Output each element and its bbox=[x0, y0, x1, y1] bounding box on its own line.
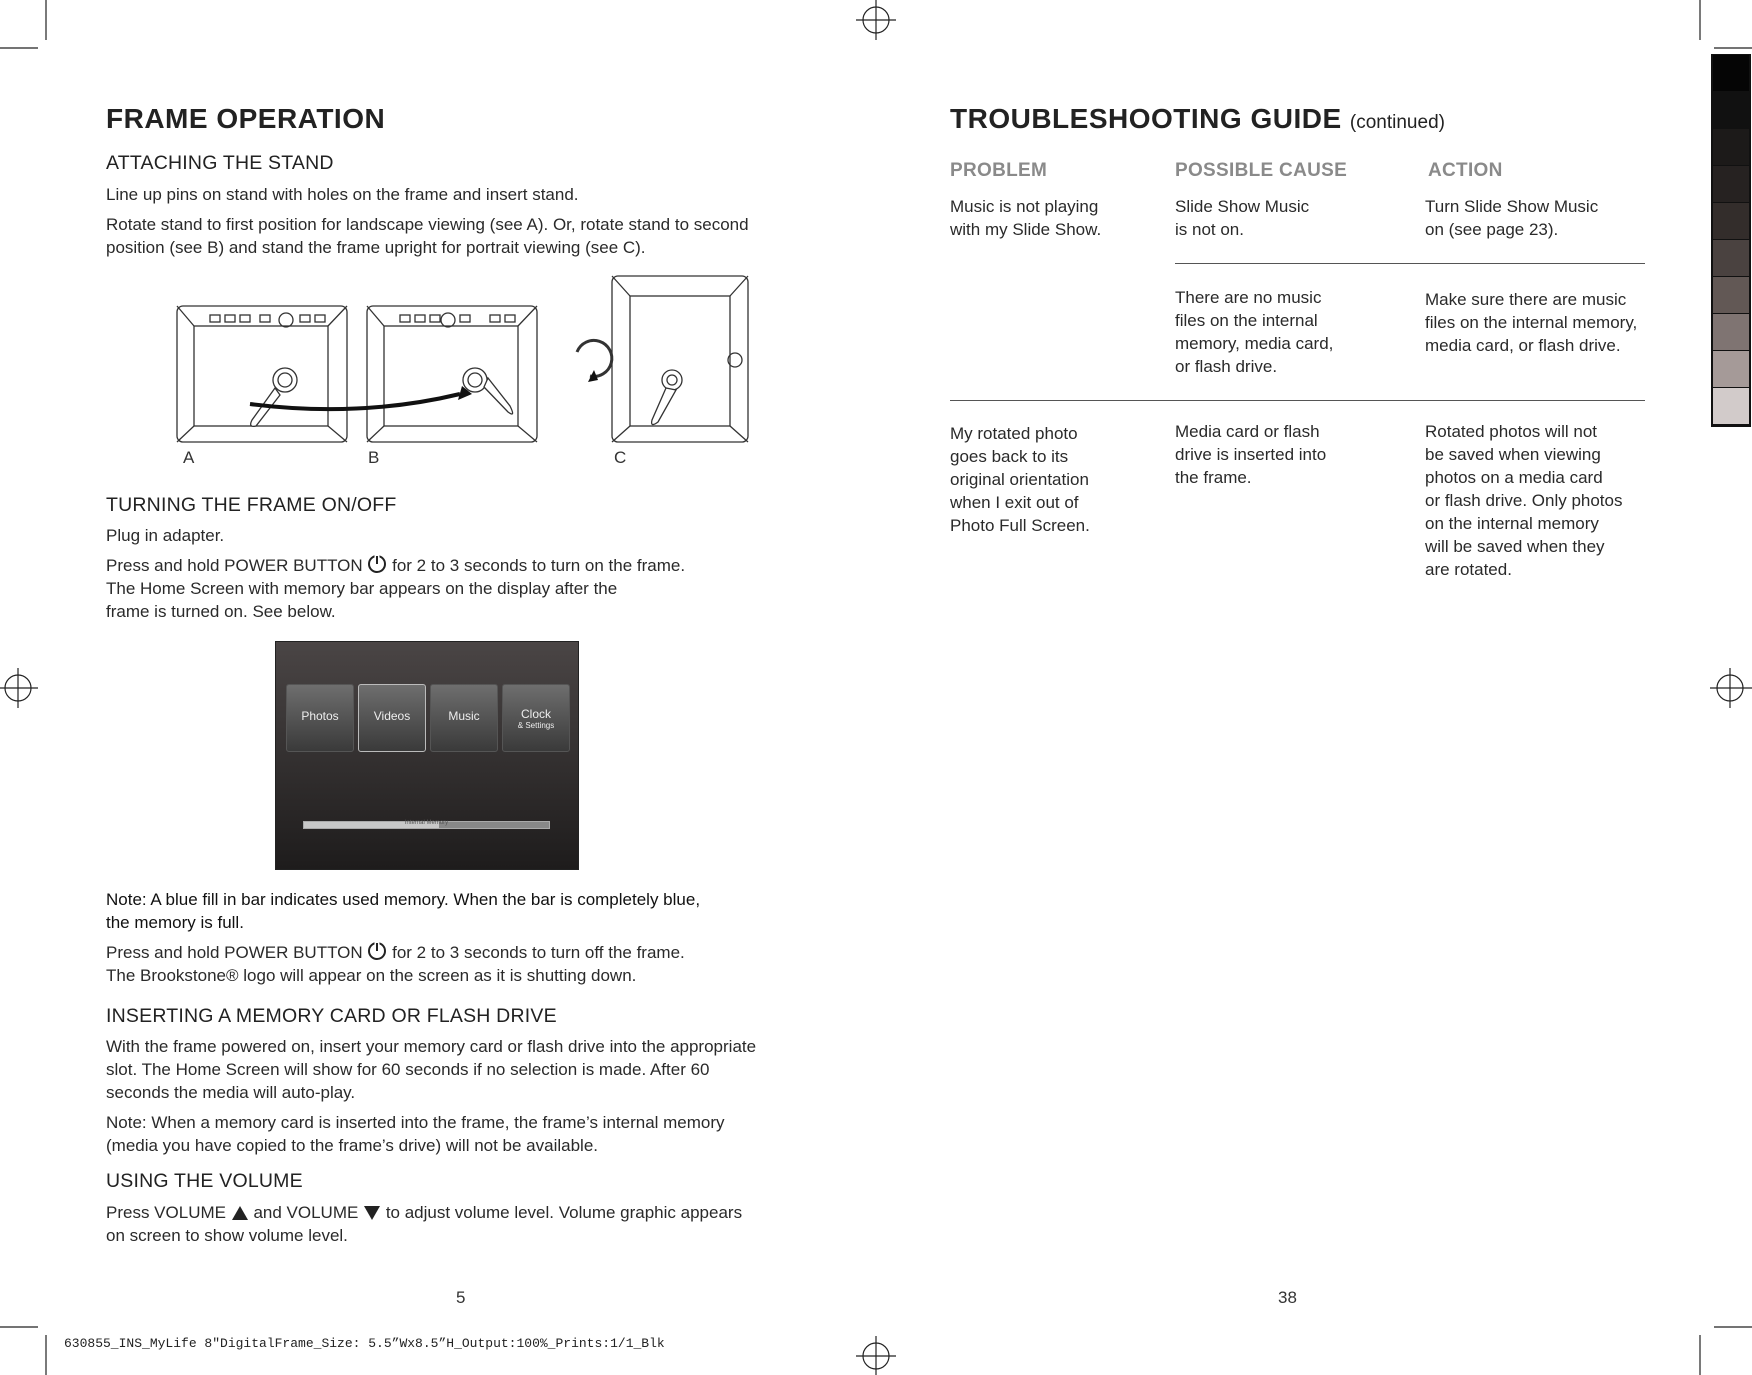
note-text-2: the memory is full. bbox=[106, 913, 244, 932]
volume-text-2: on screen to show volume level. bbox=[106, 1226, 348, 1245]
stand-figure bbox=[170, 270, 760, 467]
turning-text-3: The Home Screen with memory bar appears on the display after the bbox=[106, 579, 618, 598]
tile-clock: Clock & Settings bbox=[502, 684, 570, 752]
gray-swatch bbox=[1713, 55, 1749, 91]
gray-swatch bbox=[1713, 314, 1749, 350]
inserting-text-4: Note: When a memory card is inserted into the frame, the frame’s internal memory bbox=[106, 1113, 725, 1132]
attaching-text-2a: Rotate stand to first position for landscape viewing (see A). Or, rotate stand to second bbox=[106, 215, 749, 234]
row2-action: Make sure there are music files on the internal memory, media card, or flash drive. bbox=[1425, 290, 1638, 355]
attaching-text-2b: position (see B) and stand the frame upright for portrait viewing (see C). bbox=[106, 238, 646, 257]
row-divider bbox=[1175, 263, 1645, 264]
title-suffix: (continued) bbox=[1349, 112, 1445, 133]
gray-swatch bbox=[1713, 277, 1749, 313]
gray-swatch bbox=[1713, 203, 1749, 239]
turning-heading: TURNING THE FRAME ON/OFF bbox=[106, 494, 397, 516]
inserting-text-1: With the frame powered on, insert your memory card or flash drive into the appropriate bbox=[106, 1037, 757, 1056]
turning-text-2: Press and hold POWER BUTTON for 2 to 3 seconds to turn on the frame. bbox=[106, 556, 686, 575]
volume-heading: USING THE VOLUME bbox=[106, 1170, 303, 1192]
col-header-problem: PROBLEM bbox=[950, 160, 1048, 181]
memory-bar bbox=[303, 821, 550, 829]
row1-cause: Slide Show Music is not on. bbox=[1175, 197, 1310, 239]
gray-swatch bbox=[1713, 92, 1749, 128]
col-header-action: ACTION bbox=[1428, 160, 1503, 181]
turning-text-4: frame is turned on. See below. bbox=[106, 602, 336, 621]
volume-down-icon bbox=[363, 1204, 381, 1221]
row1-problem: Music is not playing with my Slide Show. bbox=[950, 197, 1102, 239]
volume-text-1: Press VOLUME and VOLUME to adjust volume level. Volume graphic appears bbox=[106, 1203, 743, 1222]
turning-text-5: Press and hold POWER BUTTON for 2 to 3 seconds to turn off the frame. bbox=[106, 943, 685, 962]
volume-up-icon bbox=[231, 1204, 249, 1221]
note-text-1: Note: A blue fill in bar indicates used memory. When the bar is completely blue, bbox=[106, 890, 701, 909]
row2-cause: There are no music files on the internal memory, media card, or flash drive. bbox=[1175, 288, 1334, 376]
turning-text-6: The Brookstone® logo will appear on the screen as it is shutting down. bbox=[106, 966, 637, 985]
turning-text-1: Plug in adapter. bbox=[106, 526, 225, 545]
attaching-heading: ATTACHING THE STAND bbox=[106, 152, 334, 174]
gray-swatch bbox=[1713, 166, 1749, 202]
row3-problem: My rotated photo goes back to its original orientation when I exit out of Photo Full Screen. bbox=[950, 424, 1090, 535]
inserting-text-3: seconds the media will auto-play. bbox=[106, 1083, 356, 1102]
gray-swatch bbox=[1713, 129, 1749, 165]
row-divider bbox=[950, 400, 1645, 401]
troubleshooting-title: TROUBLESHOOTING GUIDE (continued) bbox=[950, 103, 1445, 134]
color-bar bbox=[1711, 54, 1751, 427]
attaching-text-1: Line up pins on stand with holes on the frame and insert stand. bbox=[106, 185, 579, 204]
memory-label: Internal Memory bbox=[404, 820, 449, 826]
inserting-heading: INSERTING A MEMORY CARD OR FLASH DRIVE bbox=[106, 1005, 557, 1027]
page-title: FRAME OPERATION bbox=[106, 103, 386, 134]
row1-action: Turn Slide Show Music on (see page 23). bbox=[1425, 197, 1599, 239]
inserting-text-5: (media you have copied to the frame’s drive) will not be available. bbox=[106, 1136, 599, 1155]
row3-action: Rotated photos will not be saved when viewing photos on a media card or flash drive. Only photos on the internal memory will be saved when they are rotated. bbox=[1425, 422, 1623, 579]
tile-videos: Videos bbox=[358, 684, 426, 752]
power-icon bbox=[367, 941, 387, 961]
gray-swatch bbox=[1713, 240, 1749, 276]
col-header-cause: POSSIBLE CAUSE bbox=[1175, 160, 1348, 181]
label-c: C bbox=[614, 448, 627, 467]
tile-music: Music bbox=[430, 684, 498, 752]
power-icon bbox=[367, 554, 387, 574]
gray-swatch bbox=[1713, 351, 1749, 387]
inserting-text-2: slot. The Home Screen will show for 60 seconds if no selection is made. After 60 bbox=[106, 1060, 710, 1079]
row3-cause: Media card or flash drive is inserted into the frame. bbox=[1175, 422, 1327, 487]
print-slug: 630855_INS_MyLife 8"DigitalFrame_Size: 5.5”Wx8.5”H_Output:100%_Prints:1/1_Blk bbox=[64, 1336, 665, 1351]
label-b: B bbox=[368, 448, 380, 467]
page-number-right: 38 bbox=[1278, 1288, 1297, 1307]
page-number-left: 5 bbox=[456, 1288, 466, 1307]
gray-swatch bbox=[1713, 388, 1749, 424]
tile-photos: Photos bbox=[286, 684, 354, 752]
home-screen-image bbox=[275, 641, 579, 870]
label-a: A bbox=[183, 448, 195, 467]
